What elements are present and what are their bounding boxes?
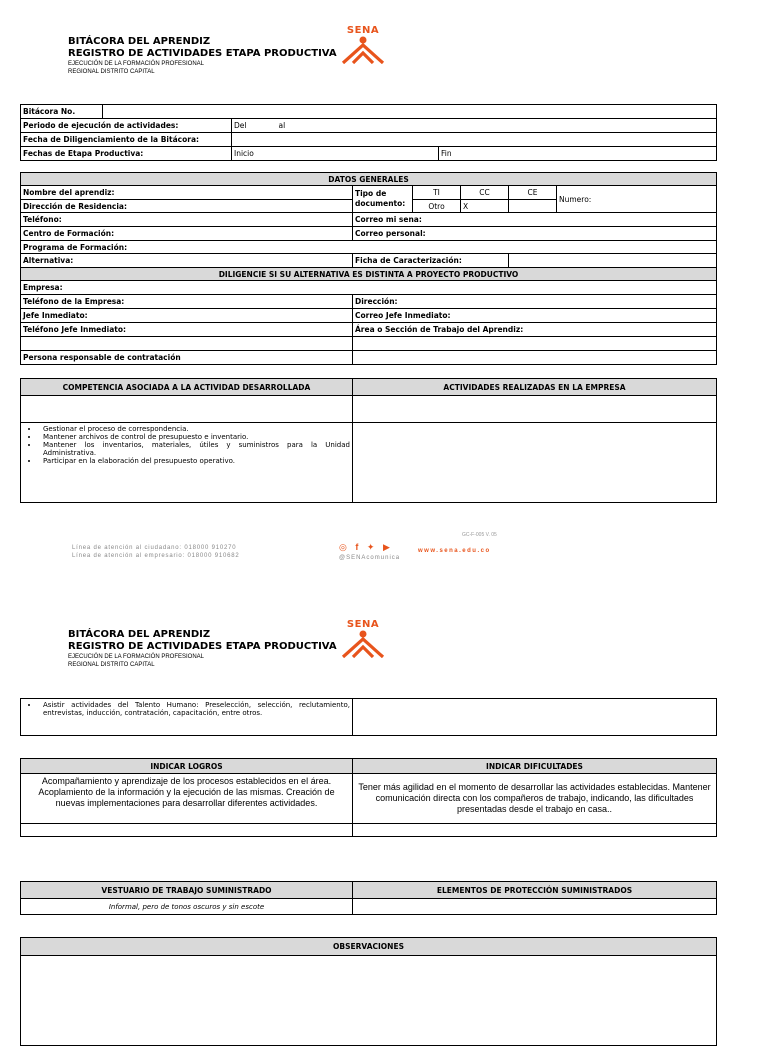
logros-text[interactable]: Acompañamiento y aprendizaje de los procesos establecidos en el área. Acoplamiento de la información y la ejecución de las mismas. Creación de nuevas implementaciones para desarrollar diferentes actividades. <box>21 774 353 824</box>
vestuario-header: VESTUARIO DE TRABAJO SUMINISTRADO <box>21 882 353 899</box>
competencia-blank <box>21 396 353 423</box>
youtube-icon[interactable]: ▶ <box>382 542 390 552</box>
blank-left <box>21 337 353 351</box>
dificultades-header: INDICAR DIFICULTADES <box>353 759 717 774</box>
actividades-cell[interactable] <box>353 423 717 503</box>
otro-blank <box>509 200 557 213</box>
sena-logo-text: SENA <box>346 619 380 630</box>
competencia-item: • Participar en la elaboración del presupuesto operativo. <box>39 457 350 465</box>
competencias-table <box>20 378 717 503</box>
header-sub2: REGIONAL DISTRITO CAPITAL <box>68 662 155 668</box>
tipo-doc-label: Tipo de documento: <box>353 186 413 213</box>
observaciones-header: OBSERVACIONES <box>21 938 717 956</box>
centro-label: Centro de Formación: <box>21 227 353 241</box>
header-sub1: EJECUCIÓN DE LA FORMACIÓN PROFESIONAL <box>68 654 205 660</box>
ficha-label: Ficha de Caracterización: <box>353 254 509 268</box>
header-subtitle: REGISTRO DE ACTIVIDADES ETAPA PRODUCTIVA <box>68 641 337 652</box>
logros-header: INDICAR LOGROS <box>21 759 353 774</box>
area-label: Área o Sección de Trabajo del Aprendiz: <box>353 323 717 337</box>
page-header-2 <box>68 629 337 669</box>
responsable-label: Persona responsable de contratación <box>21 351 353 365</box>
competencia-header: COMPETENCIA ASOCIADA A LA ACTIVIDAD DESARROLLADA <box>21 379 353 396</box>
fecha-diligenciamiento-value[interactable] <box>232 133 717 147</box>
header-title: BITÁCORA DEL APRENDIZ <box>68 36 211 47</box>
numero-label: Numero: <box>557 186 717 213</box>
ficha-value[interactable] <box>509 254 717 268</box>
header-sub2: REGIONAL DISTRITO CAPITAL <box>68 69 155 75</box>
sena-logo-2 <box>340 620 386 660</box>
del-label: Del <box>234 121 247 130</box>
fin-cell[interactable]: Fin <box>439 147 717 161</box>
jefe-label: Jefe Inmediato: <box>21 309 353 323</box>
bitacora-no-value[interactable] <box>103 105 717 119</box>
competencia-item: • Mantener los inventarios, materiales, útiles y suministros para la Unidad Administrativa. <box>39 441 350 457</box>
sena-logo-icon <box>340 36 386 64</box>
logros-blank <box>21 824 353 837</box>
actividades-blank <box>353 396 717 423</box>
sena-logo-text: SENA <box>346 25 380 36</box>
vestuario-table <box>20 881 717 915</box>
cc-option[interactable]: CC <box>461 186 509 200</box>
periodo-label: Periodo de ejecución de actividades: <box>21 119 232 133</box>
correo-jefe-label: Correo Jefe Inmediato: <box>353 309 717 323</box>
bitacora-no-label: Bitácora No. <box>21 105 103 119</box>
tel-jefe-label: Teléfono Jefe Inmediato: <box>21 323 353 337</box>
ce-option[interactable]: CE <box>509 186 557 200</box>
inicio-cell[interactable]: Inicio <box>232 147 439 161</box>
dificultades-blank <box>353 824 717 837</box>
datos-generales-header: DATOS GENERALES <box>21 173 717 186</box>
sena-logo-icon <box>340 630 386 658</box>
direccion-label: Dirección de Residencia: <box>21 200 353 213</box>
programa-label: Programa de Formación: <box>21 241 717 254</box>
logros-table <box>20 758 717 837</box>
responsable-value[interactable] <box>353 351 717 365</box>
header-title: BITÁCORA DEL APRENDIZ <box>68 629 211 640</box>
telefono-label: Teléfono: <box>21 213 353 227</box>
form-code: GC-F-005 V. 05 <box>462 532 497 538</box>
header-subtitle: REGISTRO DE ACTIVIDADES ETAPA PRODUCTIVA <box>68 48 337 59</box>
al-label: al <box>278 121 286 130</box>
sena-logo <box>340 26 386 66</box>
correo-personal-label: Correo personal: <box>353 227 717 241</box>
footer-contact <box>72 544 240 560</box>
bitacora-info-table <box>20 104 717 161</box>
competencia-list-cell <box>21 423 353 503</box>
nombre-label: Nombre del aprendiz: <box>21 186 353 200</box>
competencia-list <box>23 425 350 465</box>
ti-option[interactable]: TI <box>413 186 461 200</box>
tel-empresa-label: Teléfono de la Empresa: <box>21 295 353 309</box>
diligencie-header: DILIGENCIE SI SU ALTERNATIVA ES DISTINTA A PROYECTO PRODUCTIVO <box>21 268 717 281</box>
proteccion-value[interactable] <box>353 899 717 915</box>
actividades-header: ACTIVIDADES REALIZADAS EN LA EMPRESA <box>353 379 717 396</box>
instagram-icon[interactable]: ◎ <box>339 542 347 552</box>
linea-ciudadano: Línea de atención al ciudadano: 018000 910270 <box>72 545 237 551</box>
correo-sena-label: Correo mi sena: <box>353 213 717 227</box>
competencia-list-cell-2 <box>21 699 353 736</box>
competencia-item: • Mantener archivos de control de presupuesto e inventario. <box>39 433 350 441</box>
dir-empresa-label: Dirección: <box>353 295 717 309</box>
competencia-list-2 <box>23 701 350 717</box>
periodo-value[interactable] <box>232 119 717 133</box>
facebook-icon[interactable]: f <box>355 542 359 552</box>
twitter-icon[interactable]: ✦ <box>366 542 375 552</box>
otro-mark: X <box>461 200 509 213</box>
datos-generales-table <box>20 172 717 365</box>
dificultades-text[interactable]: Tener más agilidad en el momento de desarrollar las actividades establecidas. Mantener comunicación directa con los compañeros de trabajo, indicando, las dificultades presentadas desde el trabajo en casa.. <box>353 774 717 824</box>
alternativa-label: Alternativa: <box>21 254 353 268</box>
linea-empresario: Línea de atención al empresario: 018000 910682 <box>72 553 240 559</box>
otro-option[interactable]: Otro <box>413 200 461 213</box>
page-header <box>68 36 337 76</box>
competencia-item: • Gestionar el proceso de correspondencia. <box>39 425 350 433</box>
fecha-diligenciamiento-label: Fecha de Diligenciamiento de la Bitácora: <box>21 133 232 147</box>
header-sub1: EJECUCIÓN DE LA FORMACIÓN PROFESIONAL <box>68 61 205 67</box>
blank-right <box>353 337 717 351</box>
observaciones-value[interactable] <box>21 956 717 1046</box>
social-icons <box>339 542 400 553</box>
social-handle: @SENAcomunica <box>339 555 401 561</box>
observaciones-table <box>20 937 717 1046</box>
footer-social <box>339 542 400 561</box>
proteccion-header: ELEMENTOS DE PROTECCIÓN SUMINISTRADOS <box>353 882 717 899</box>
footer-website[interactable]: www.sena.edu.co <box>418 548 491 554</box>
fechas-etapa-label: Fechas de Etapa Productiva: <box>21 147 232 161</box>
empresa-label: Empresa: <box>21 281 717 295</box>
competencia-item: • Asistir actividades del Talento Humano: Preselección, selección, reclutamiento, entrevistas, inducción, contratación, capacitación, entre otros. <box>39 701 350 717</box>
actividades-cell-2[interactable] <box>353 699 717 736</box>
competencias-cont-table <box>20 698 717 736</box>
vestuario-value[interactable]: Informal, pero de tonos oscuros y sin escote <box>21 899 353 915</box>
